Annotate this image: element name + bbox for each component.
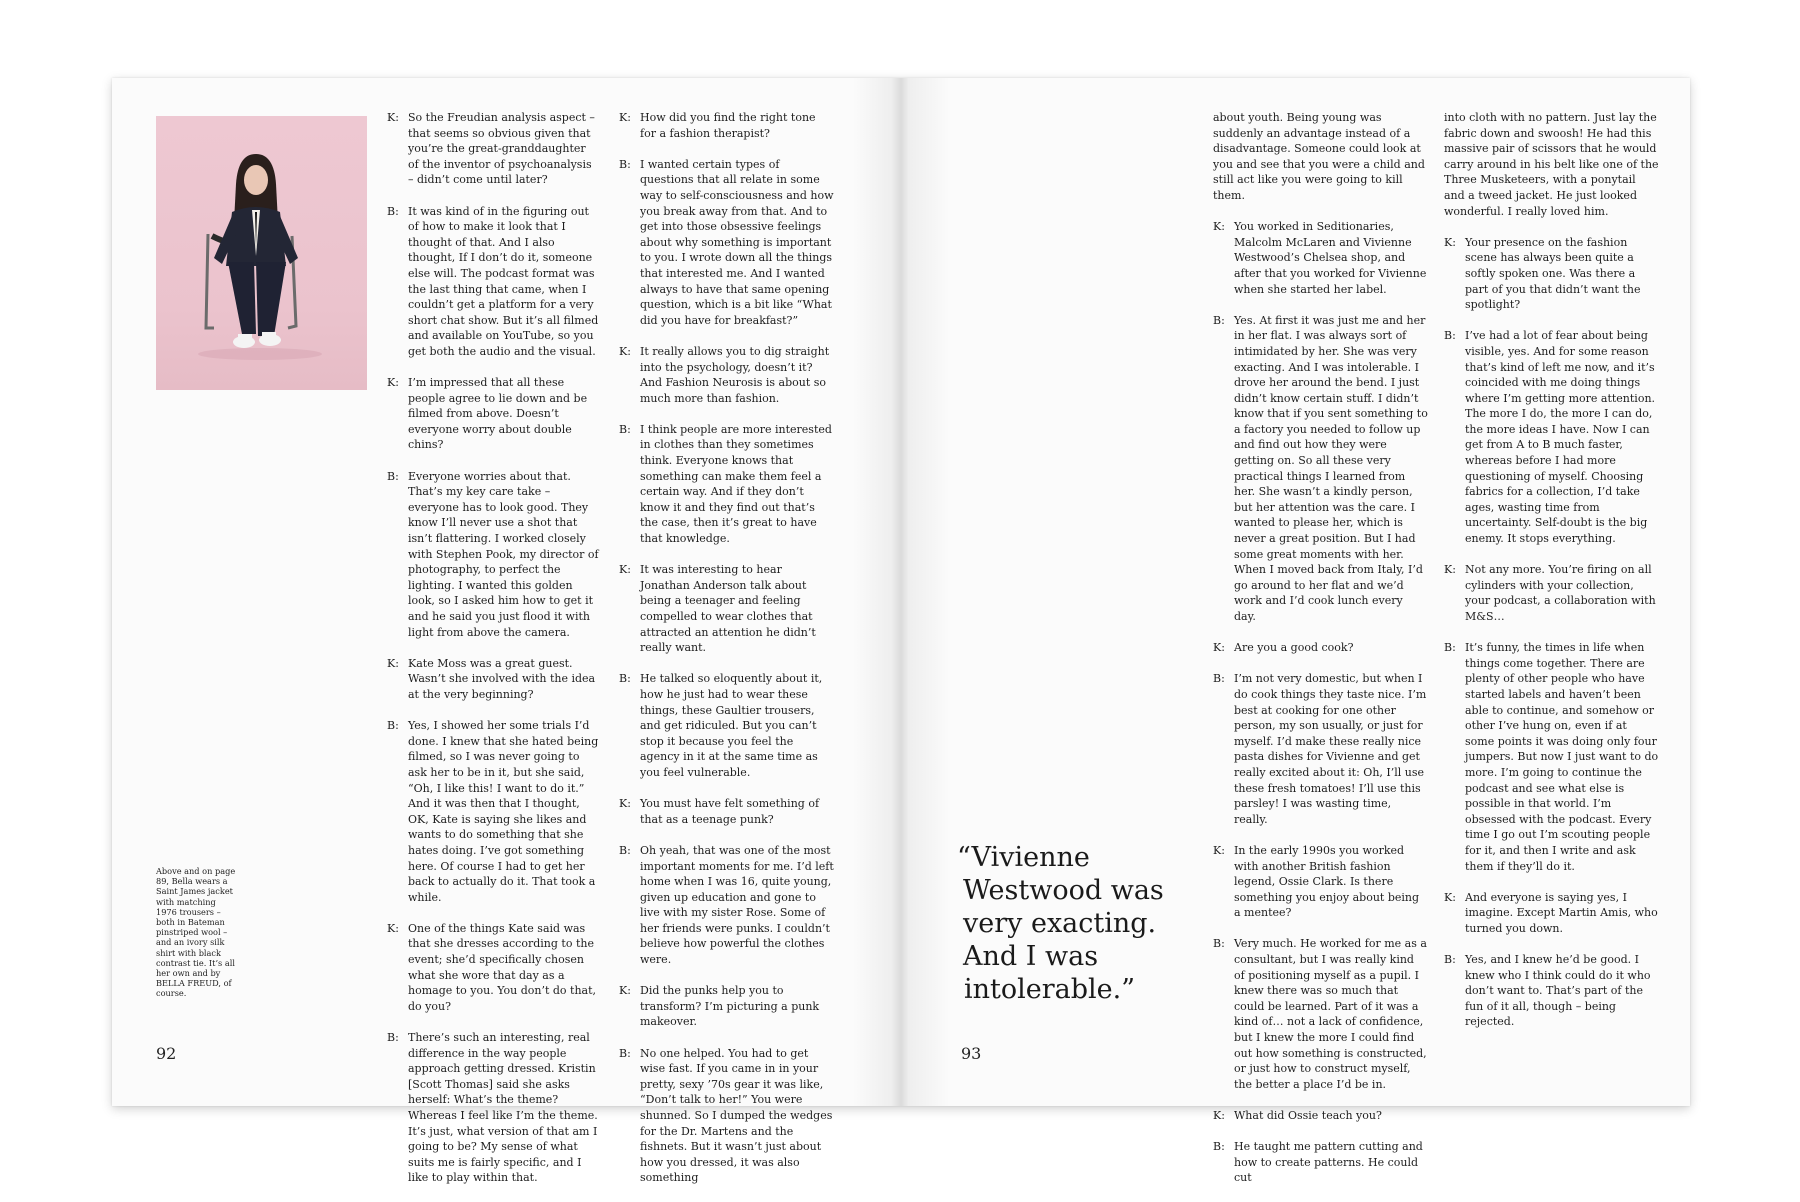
- paragraph-text: It’s funny, the times in life when things come together. There are plenty of other people who have started labels and haven’t been able to continue, and somehow or other I’ve hung on, even if at some points it was doing only four jumpers. But now I just want to do more. I’m going to continue the podcast and see what else is possible in that world. I’m obsessed with the podcast. Every time I go out I’m scouting people for it, and then I write and ask them if they’ll do it.: [1465, 641, 1659, 873]
- magazine-spread: [112, 78, 1690, 1185]
- speaker-label: K:: [387, 376, 399, 390]
- paragraph-text: about youth. Being young was suddenly an advantage instead of a disadvantage. Someone could look at you and see that you were a child and still act like you were going to kill them.: [1213, 111, 1425, 202]
- speaker-label: K:: [387, 111, 399, 124]
- speaker-label: K:: [619, 344, 631, 358]
- portrait-photo: [156, 116, 367, 390]
- pull-quote: [957, 841, 1197, 1006]
- pull-quote-line: very exacting.: [963, 908, 1157, 939]
- interview-paragraph: [387, 656, 599, 703]
- left-page: [112, 78, 901, 1185]
- paragraph-text: It was interesting to hear Jonathan Anderson talk about being a teenager and feeling compelled to wear clothes that attracted an attention he didn’t really want.: [640, 563, 816, 655]
- paragraph-text: I think people are more interested in clothes than they sometimes think. Everyone knows that something can make them feel a certain way. And if they don’t know it and they find out that’s the case, then it’s great to have that knowledge.: [640, 422, 832, 546]
- speaker-label: B:: [1213, 937, 1225, 951]
- paragraph-text: So the Freudian analysis aspect – that seems so obvious given that you’re the great-granddaughter of the inventor of psychoanalysis – didn’t come until later?: [408, 111, 595, 187]
- speaker-label: B:: [387, 719, 399, 733]
- speaker-label: K:: [1213, 641, 1225, 655]
- speaker-label: B:: [619, 1046, 631, 1060]
- paragraph-text: Everyone worries about that. That’s my key care take – everyone has to look good. They know I’ll never use a shot that isn’t flattering. I worked closely with Stephen Pook, my director of photography, to perfect the lighting. I wanted this golden look, so I asked him how to get it and he said you just flood it with light from above the camera.: [408, 469, 599, 639]
- interview-paragraph: [387, 469, 599, 641]
- interview-paragraph: [1213, 936, 1428, 1092]
- interview-column-3: [1213, 110, 1428, 1202]
- paragraph-text: Yes, I showed her some trials I’d done. I knew that she hated being filmed, so I was never going to ask her to be in it, but she said, “Oh, I like this! I want to do it.” And it was then that I thought, OK, Kate is saying she likes and wants to do something that she hates doing. I’ve got something here. Of course I had to get her back to actually do it. That took a while.: [408, 719, 599, 904]
- paragraph-text: Yes. At first it was just me and her in her flat. I was always sort of intimidated by her. She was very exacting. And I was intolerable. I drove her around the bend. I just didn’t know certain stuff. I didn’t know that if you sent something to a factory you needed to follow up and find out how they were getting on. So all these very practical things I learned from her. She wasn’t a kindly person, but her attention was the care. I wanted to please her, which is never a great position. But I had some great moments with her. When I moved back from Italy, I’d go around to her flat and we’d work and I’d cook lunch every day.: [1234, 313, 1428, 623]
- paragraph-text: One of the things Kate said was that she dresses according to the event; she’d specifically chosen what she wore that day as a homage to you. You don’t do that, do you?: [408, 921, 597, 1013]
- paragraph-text: There’s such an interesting, real difference in the way people approach getting dressed. Kristin [Scott Thomas] said she asks herself: What’s the theme? Whereas I feel like I’m the theme. It’s just, what version of that am I going to be? My sense of what suits me is fairly specific, and I like to play within that.: [408, 1031, 598, 1185]
- speaker-label: K:: [619, 563, 631, 577]
- paragraph-text: Very much. He worked for me as a consultant, but I was really kind of positioning myself as a pupil. I knew there was so much that could be learned. Part of it was a kind of… not a lack of confidence, but I knew the more I could find out how something is constructed, or just how to construct myself, the better a place I’d be in.: [1234, 937, 1427, 1091]
- speaker-label: K:: [1213, 843, 1225, 857]
- speaker-label: K:: [1444, 890, 1456, 904]
- interview-paragraph: [387, 110, 599, 188]
- interview-paragraph: [1213, 1139, 1428, 1186]
- interview-paragraph: [387, 1030, 599, 1186]
- interview-column-2: [619, 110, 834, 1202]
- interview-paragraph: [387, 375, 599, 453]
- paragraph-text: How did you find the right tone for a fashion therapist?: [640, 111, 816, 140]
- interview-paragraph: [619, 344, 834, 406]
- speaker-label: K:: [619, 111, 631, 124]
- interview-paragraph: [1444, 562, 1659, 624]
- interview-paragraph: [1213, 843, 1428, 921]
- interview-column-1: [387, 110, 599, 1202]
- speaker-label: K:: [619, 984, 631, 998]
- speaker-label: B:: [619, 672, 631, 686]
- speaker-label: K:: [1444, 235, 1456, 249]
- paragraph-text: You must have felt something of that as a teenage punk?: [640, 797, 820, 826]
- interview-paragraph: [619, 157, 834, 329]
- pull-quote-line: “Vivienne: [957, 842, 1090, 873]
- interview-paragraph: [1213, 671, 1428, 827]
- interview-paragraph: [1444, 235, 1659, 313]
- interview-paragraph: [619, 983, 834, 1030]
- speaker-label: B:: [619, 422, 631, 436]
- interview-paragraph: [1444, 328, 1659, 546]
- paragraph-text: Are you a good cook?: [1234, 641, 1354, 655]
- page-number-left: 92: [156, 1044, 177, 1063]
- paragraph-text: Did the punks help you to transform? I’m picturing a punk makeover.: [640, 984, 820, 1029]
- speaker-label: B:: [387, 204, 399, 218]
- portrait-illustration: [156, 116, 367, 390]
- speaker-label: B:: [619, 157, 631, 171]
- pull-quote-line: Westwood was: [963, 875, 1164, 906]
- pull-quote-line: And I was: [963, 941, 1099, 972]
- paragraph-text: And everyone is saying yes, I imagine. Except Martin Amis, who turned you down.: [1465, 890, 1658, 935]
- speaker-label: K:: [619, 797, 631, 811]
- paragraph-text: In the early 1990s you worked with another British fashion legend, Ossie Clark. Is there something you enjoy about being a mentee?: [1234, 843, 1420, 920]
- paragraph-text: He talked so eloquently about it, how he just had to wear these things, these Gaultier trousers, and get ridiculed. But you can’t stop it because you feel the agency in it at the same time as you feel vulnerable.: [640, 672, 823, 779]
- interview-paragraph: [619, 671, 834, 780]
- speaker-label: B:: [1213, 672, 1225, 686]
- interview-paragraph: [1444, 952, 1659, 1030]
- page-number-right: 93: [961, 1044, 982, 1063]
- speaker-label: K:: [387, 656, 399, 670]
- paragraph-text: No one helped. You had to get wise fast. If you came in in your pretty, sexy ’70s gear it was like, “Don’t talk to her!” You were shunned. So I dumped the wedges for the Dr. Martens and the fishnets. But it wasn’t just about how you dressed, it was also something: [640, 1046, 833, 1185]
- paragraph-text: I’m impressed that all these people agree to lie down and be filmed from above. Doesn’t everyone worry about double chins?: [408, 376, 588, 452]
- paragraph-text: I’ve had a lot of fear about being visible, yes. And for some reason that’s kind of left me now, and it’s coincided with me doing things where I’m getting more attention. The more I do, the more I can do, the more ideas I have. Now I can get from A to B much faster, whereas before I had more questioning of myself. Choosing fabrics for a collection, I’d take ages, wasting time from uncertainty. Self-doubt is the big enemy. It stops everything.: [1465, 329, 1656, 546]
- paragraph-text: It really allows you to dig straight into the psychology, doesn’t it? And Fashion Neurosis is about so much more than fashion.: [640, 344, 830, 405]
- speaker-label: K:: [387, 921, 399, 935]
- interview-paragraph: [1213, 1108, 1428, 1124]
- interview-paragraph: [1444, 890, 1659, 937]
- paragraph-text: You worked in Seditionaries, Malcolm McLaren and Vivienne Westwood’s Chelsea shop, and after that you worked for Vivienne when she started her label.: [1234, 220, 1427, 296]
- speaker-label: B:: [1213, 1140, 1225, 1154]
- interview-paragraph: [619, 110, 834, 141]
- interview-paragraph: [1213, 313, 1428, 625]
- interview-paragraph: [1444, 110, 1659, 219]
- speaker-label: B:: [1444, 953, 1456, 967]
- interview-paragraph: [619, 562, 834, 656]
- interview-paragraph: [1213, 640, 1428, 656]
- speaker-label: K:: [1444, 563, 1456, 577]
- pull-quote-line: intolerable.”: [964, 974, 1136, 1005]
- paragraph-text: He taught me pattern cutting and how to create patterns. He could cut: [1234, 1140, 1423, 1185]
- interview-paragraph: [1444, 640, 1659, 874]
- paragraph-text: Oh yeah, that was one of the most important moments for me. I’d left home when I was 16, quite young, given up education and gone to live with my sister Rose. Some of her friends were punks. I couldn’t believe how powerful the clothes were.: [640, 843, 834, 967]
- right-page: [901, 78, 1690, 1185]
- speaker-label: B:: [387, 469, 399, 483]
- speaker-label: B:: [619, 843, 631, 857]
- interview-paragraph: [387, 921, 599, 1015]
- interview-paragraph: [619, 796, 834, 827]
- paragraph-text: Your presence on the fashion scene has always been quite a softly spoken one. Was there a part of you that didn’t want the spotlight?: [1465, 235, 1641, 312]
- interview-paragraph: [619, 422, 834, 547]
- interview-paragraph: [387, 718, 599, 905]
- interview-paragraph: [619, 843, 834, 968]
- paragraph-text: Kate Moss was a great guest. Wasn’t she involved with the idea at the very beginning?: [408, 656, 596, 701]
- paragraph-text: I’m not very domestic, but when I do cook things they taste nice. I’m best at cooking for one other person, my son usually, or just for myself. I’d make these really nice pasta dishes for Vivienne and get really excited about it: Oh, I’ll use these fresh tomatoes! I’ll use this parsley! I was wasting time, really.: [1234, 672, 1427, 826]
- interview-column-4: [1444, 110, 1659, 1046]
- paragraph-text: Yes, and I knew he’d be good. I knew who I think could do it who don’t want to. That’s part of the fun of it all, though – being rejected.: [1465, 953, 1651, 1029]
- speaker-label: B:: [1444, 329, 1456, 343]
- speaker-label: K:: [1213, 1109, 1225, 1122]
- paragraph-text: Not any more. You’re firing on all cylinders with your collection, your podcast, a collaboration with M&S…: [1465, 563, 1656, 623]
- paragraph-text: What did Ossie teach you?: [1234, 1109, 1382, 1122]
- speaker-label: K:: [1213, 220, 1225, 234]
- interview-paragraph: [1213, 219, 1428, 297]
- paragraph-text: into cloth with no pattern. Just lay the fabric down and swoosh! He had this massive pair of scissors that he would carry around in his belt like one of the Three Musketeers, with a ponytail and a tweed jacket. He just looked wonderful. I really loved him.: [1444, 111, 1659, 218]
- interview-paragraph: [387, 204, 599, 360]
- interview-paragraph: [619, 1046, 834, 1186]
- paragraph-text: I wanted certain types of questions that all relate in some way to self-consciousness and how you break away from that. And to get into those obsessive feelings about why something is important to you. I wrote down all the things that interested me. And I wanted always to have that same opening question, which is a bit like “What did you have for breakfast?”: [640, 157, 834, 327]
- photo-caption: Above and on page 89, Bella wears a Saint James jacket with matching 1976 trousers – both in Bateman pinstriped wool – and an ivory silk shirt with black contrast tie. It’s all her own and by BELLA FREUD, of course.: [156, 866, 236, 999]
- speaker-label: B:: [1213, 313, 1225, 327]
- speaker-label: B:: [387, 1031, 399, 1045]
- speaker-label: B:: [1444, 641, 1456, 655]
- paragraph-text: It was kind of in the figuring out of how to make it look that I thought of that. And I also thought, If I don’t do it, someone else will. The podcast format was the last thing that came, when I couldn’t get a platform for a very short chat show. But it’s all filmed and available on YouTube, so you get both the audio and the visual.: [408, 204, 599, 358]
- interview-paragraph: [1213, 110, 1428, 204]
